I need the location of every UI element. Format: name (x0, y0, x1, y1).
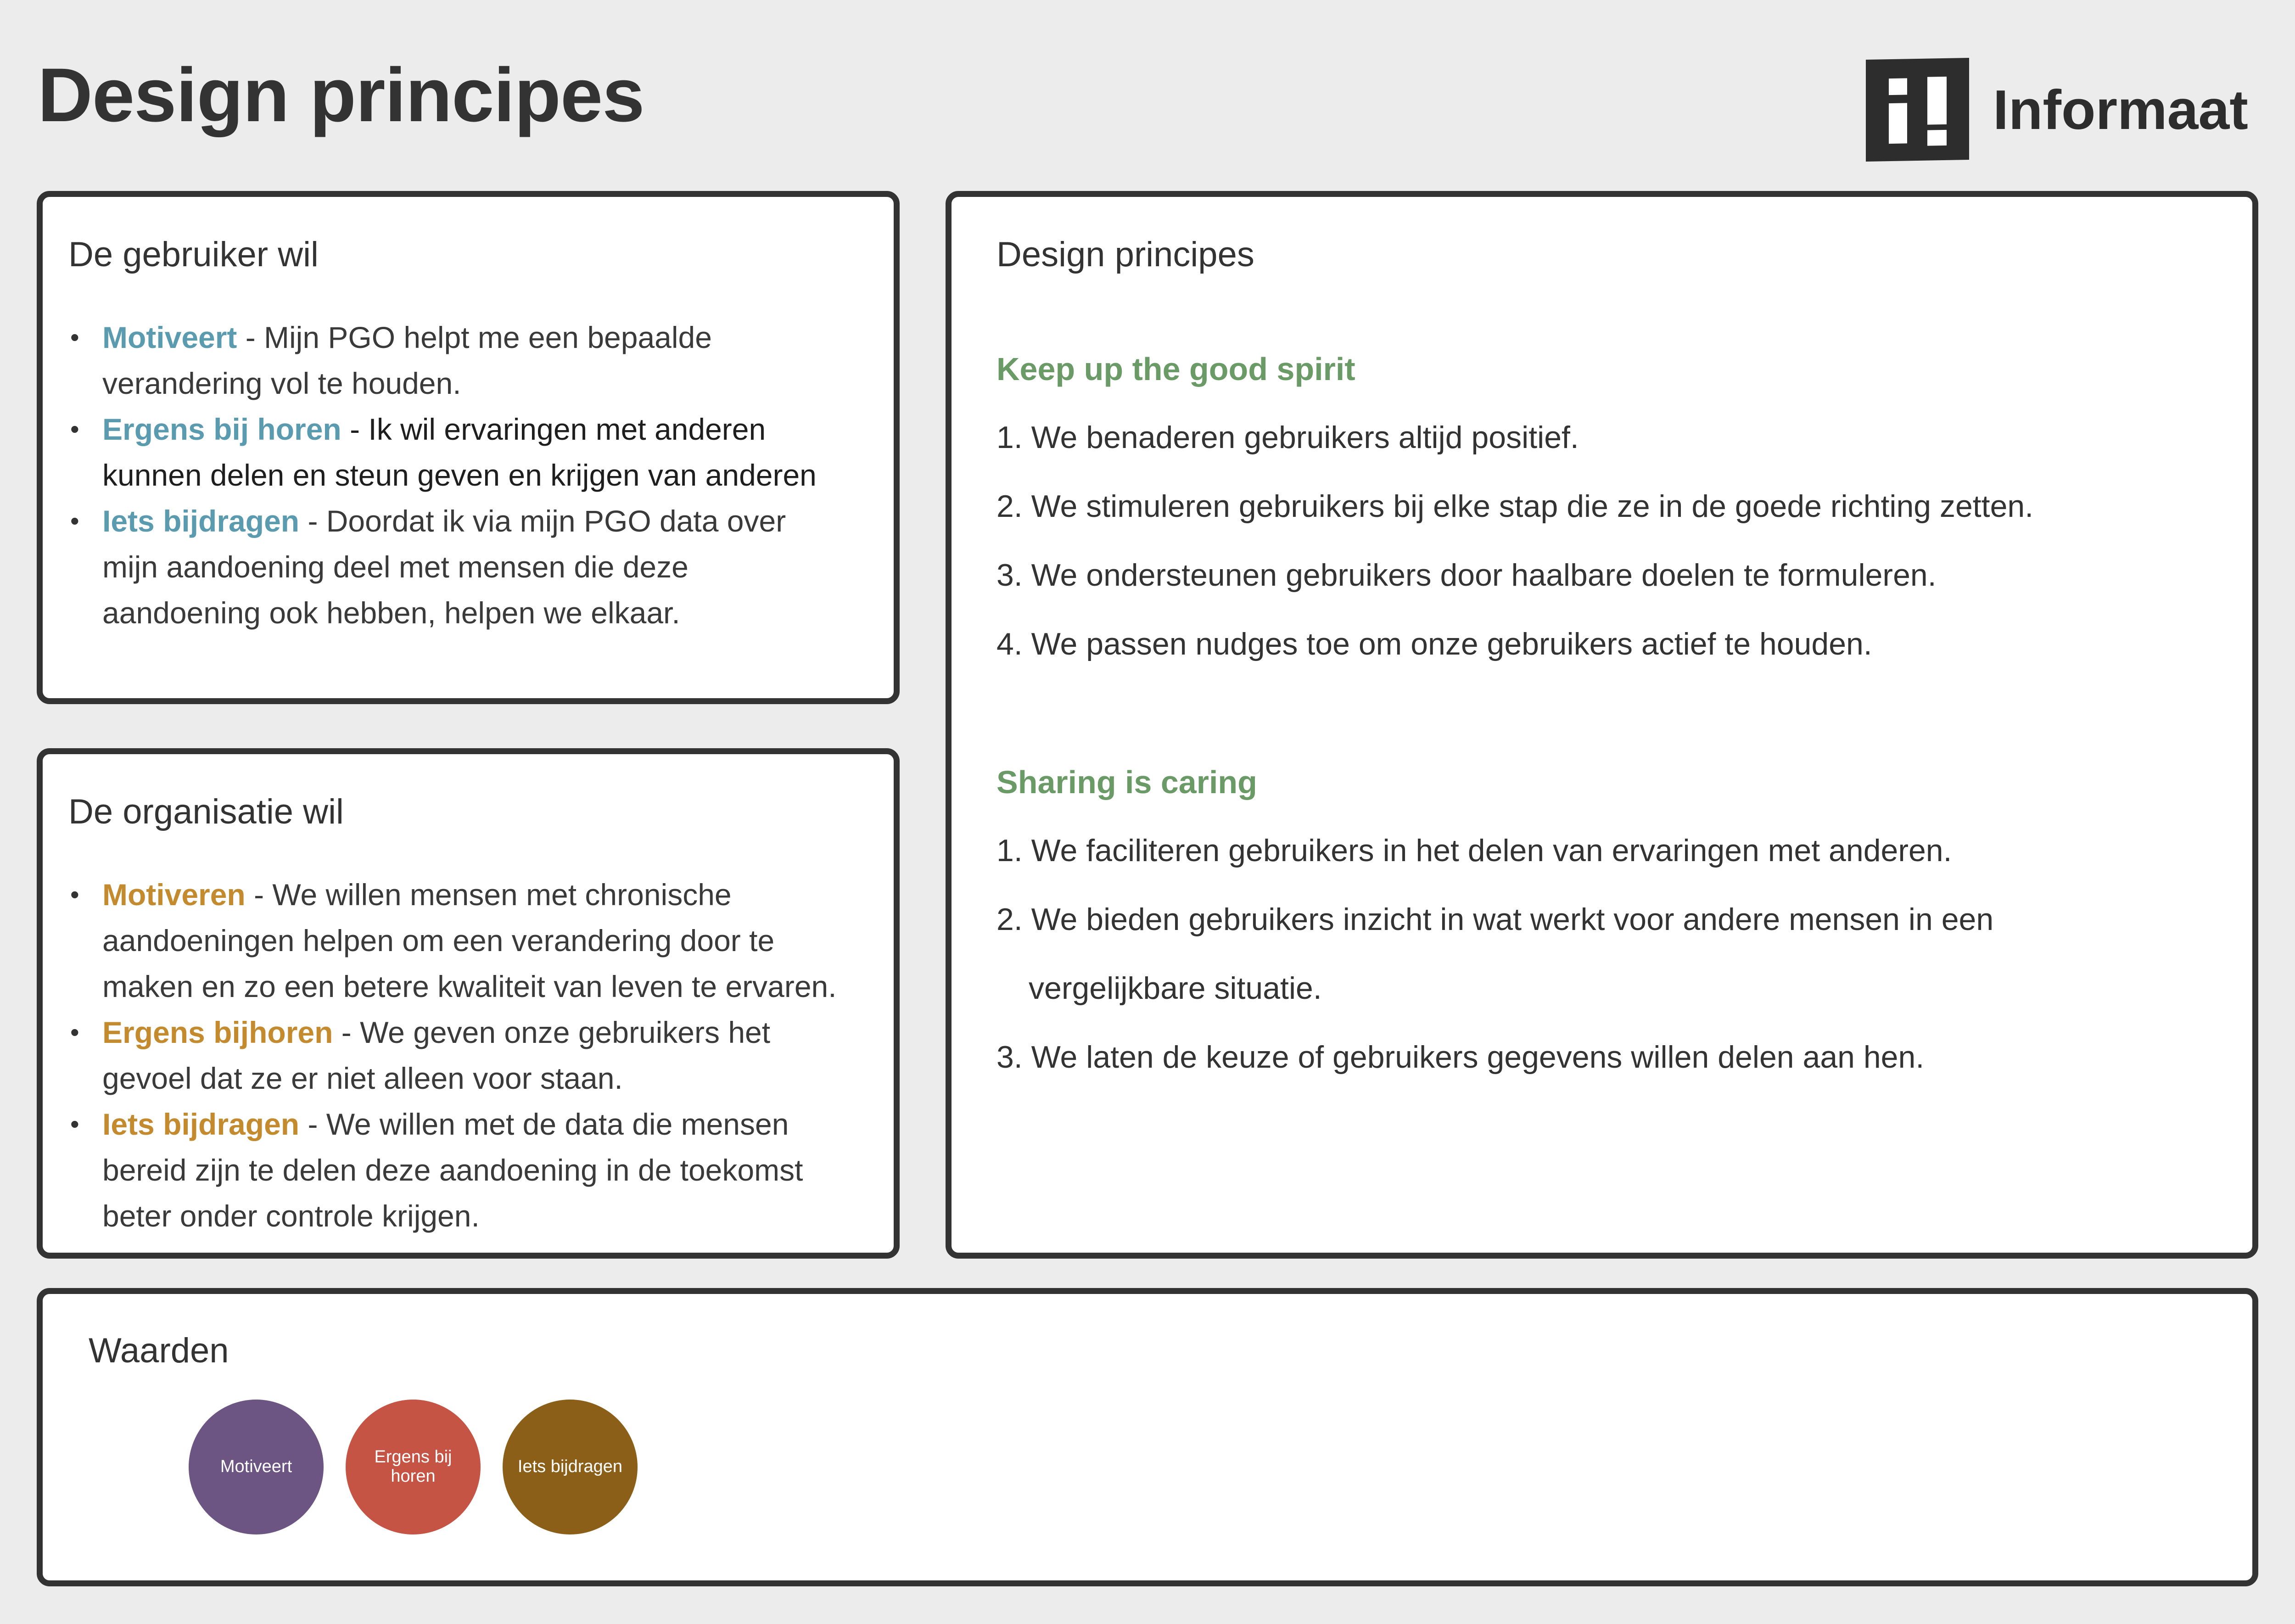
item-text: verandering vol te houden. (102, 366, 461, 400)
item-text: - Ik wil ervaringen met anderen (341, 412, 766, 446)
principle-item: 2. We bieden gebruikers inzicht in wat werkt voor andere mensen in een (996, 902, 1994, 937)
values-panel (37, 1288, 2258, 1586)
principle-item: 3. We laten de keuze of gebruikers gegevens willen delen aan hen. (996, 1040, 1925, 1075)
page-title: Design principes (38, 53, 644, 138)
value-circle-iets-bijdragen: Iets bijdragen (503, 1400, 638, 1534)
value-circle-motiveert: Motiveert (189, 1400, 324, 1534)
item-text: - Mijn PGO helpt me een bepaalde (237, 320, 712, 354)
item-text: bereid zijn te delen deze aandoening in de toekomst (102, 1153, 803, 1187)
list-item (70, 314, 896, 406)
list-item (70, 1009, 896, 1101)
informaat-logo-icon (1866, 58, 1969, 162)
value-term: Ergens bijhoren (102, 1015, 333, 1049)
logo-wordmark: Informaat (1993, 78, 2248, 141)
org-panel-heading: De organisatie wil (68, 792, 344, 831)
value-circle-ergens-bij-horen: Ergens bij horen (346, 1400, 481, 1534)
list-item (70, 498, 896, 636)
value-term: Iets bijdragen (102, 1107, 300, 1141)
value-term: Ergens bij horen (102, 412, 341, 446)
user-wants-panel (37, 191, 900, 704)
value-term: Motiveert (102, 320, 237, 354)
design-principles-panel (946, 191, 2258, 1259)
informaat-logo (1866, 59, 2248, 161)
principle-item: 4. We passen nudges toe om onze gebruikers actief te houden. (996, 627, 1872, 661)
item-text: - We willen mensen met chronische (245, 878, 732, 912)
principle-item-continuation: vergelijkbare situatie. (1029, 971, 1322, 1006)
item-text: beter onder controle krijgen. (102, 1199, 480, 1233)
list-item (70, 1101, 896, 1239)
organisation-wants-panel (37, 748, 900, 1259)
item-text: - We willen met de data die mensen (299, 1107, 789, 1141)
section-title-good-spirit: Keep up the good spirit (996, 351, 1355, 387)
item-text: aandoening ook hebben, helpen we elkaar. (102, 596, 680, 630)
list-item (70, 406, 896, 498)
item-text: - Doordat ik via mijn PGO data over (299, 504, 786, 538)
values-panel-heading: Waarden (89, 1331, 229, 1370)
principle-item: 3. We ondersteunen gebruikers door haalbare doelen te formuleren. (996, 558, 1937, 593)
item-text: gevoel dat ze er niet alleen voor staan. (102, 1061, 623, 1095)
user-wants-list (70, 314, 896, 636)
item-text: aandoeningen helpen om een verandering door te (102, 924, 775, 958)
value-term: Iets bijdragen (102, 504, 300, 538)
org-wants-list (70, 872, 896, 1239)
item-text: - We geven onze gebruikers het (333, 1015, 771, 1049)
principle-item: 1. We benaderen gebruikers altijd positief. (996, 420, 1579, 455)
principle-item: 2. We stimuleren gebruikers bij elke stap die ze in de goede richting zetten. (996, 489, 2034, 524)
item-text: maken en zo een betere kwaliteit van leven te ervaren. (102, 969, 837, 1003)
value-term: Motiveren (102, 878, 246, 912)
principles-panel-heading: Design principes (996, 235, 1254, 274)
section-title-sharing: Sharing is caring (996, 764, 1257, 800)
item-text: kunnen delen en steun geven en krijgen van anderen (102, 458, 817, 492)
list-item (70, 872, 896, 1009)
principle-item: 1. We faciliteren gebruikers in het delen van ervaringen met anderen. (996, 833, 1952, 868)
item-text: mijn aandoening deel met mensen die deze (102, 550, 688, 584)
user-panel-heading: De gebruiker wil (68, 235, 319, 274)
